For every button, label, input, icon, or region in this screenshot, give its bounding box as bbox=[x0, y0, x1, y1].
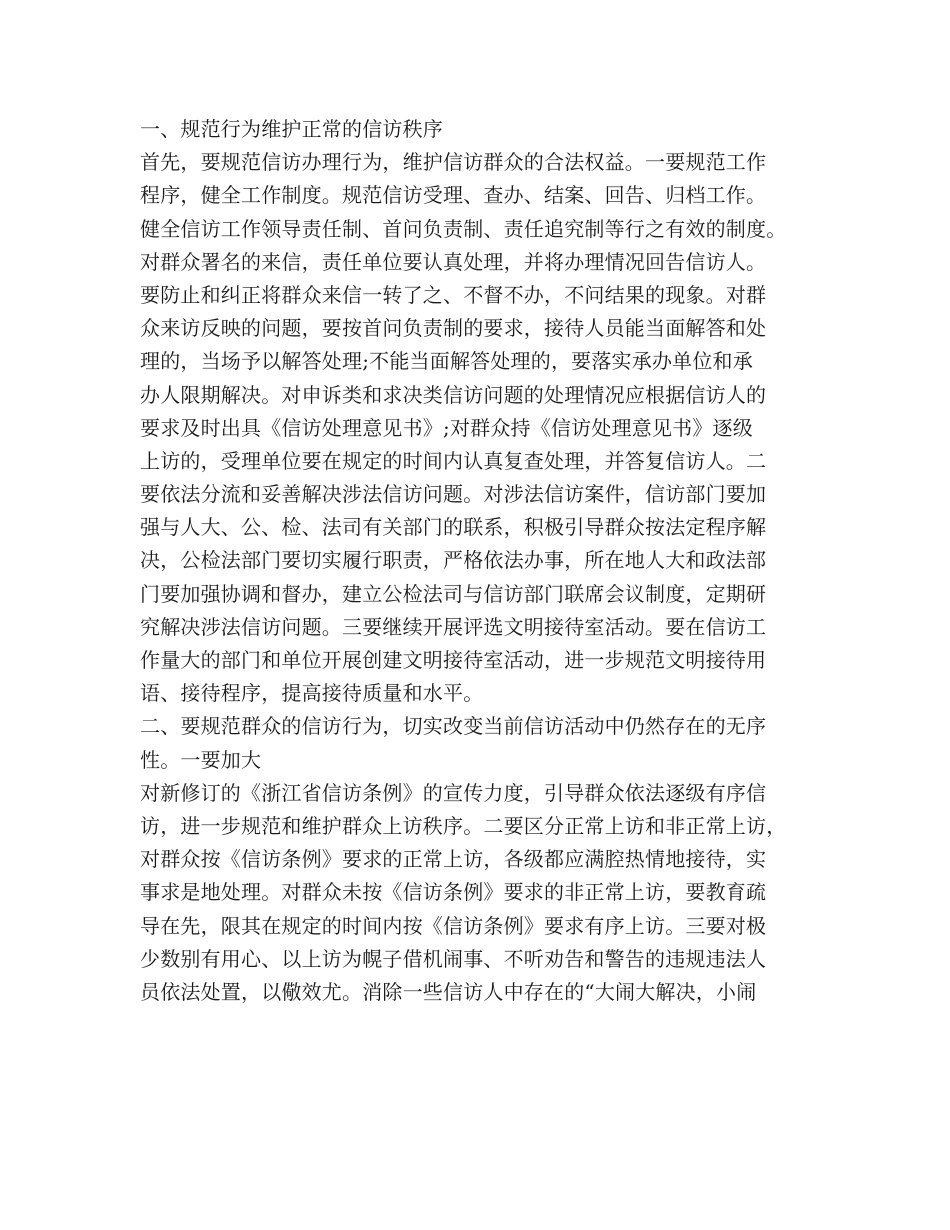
paragraph-line: 对新修订的《浙江省信访条例》的宣传力度，引导群众依法逐级有序信 bbox=[140, 780, 767, 805]
paragraph-line: 要求及时出具《信访处理意见书》;对群众持《信访处理意见书》逐级 bbox=[140, 415, 753, 440]
paragraph-line: 理的，当场予以解答处理;不能当面解答处理的，要落实承办单位和承 bbox=[140, 349, 753, 374]
paragraph-line: 门要加强协调和督办，建立公检法司与信访部门联席会议制度，定期研 bbox=[140, 581, 767, 606]
paragraph-line: 要依法分流和妥善解决涉法信访问题。对涉法信访案件，信访部门要加 bbox=[140, 482, 767, 507]
paragraph-line: 众来访反映的问题，要按首问负责制的要求，接待人员能当面解答和处 bbox=[140, 316, 767, 341]
paragraph-line: 少数别有用心、以上访为幌子借机闹事、不听劝告和警告的违规违法人 bbox=[140, 946, 767, 971]
paragraph-line: 事求是地处理。对群众未按《信访条例》要求的非正常上访，要教育疏 bbox=[140, 880, 767, 905]
section-heading-2: 二、要规范群众的信访行为，切实改变当前信访活动中仍然存在的无序 bbox=[140, 714, 767, 739]
paragraph-line: 员依法处置，以儆效尤。消除一些信访人中存在的“大闹大解决，小闹 bbox=[140, 979, 757, 1004]
paragraph-line: 语、接待程序，提高接待质量和水平。 bbox=[140, 681, 484, 706]
paragraph-line: 健全信访工作领导责任制、首问负责制、责任追究制等行之有效的制度。 bbox=[140, 216, 787, 241]
document-body bbox=[140, 113, 830, 1009]
paragraph-line: 强与人大、公、检、法司有关部门的联系，积极引导群众按法定程序解 bbox=[140, 515, 767, 540]
paragraph-line: 上访的，受理单位要在规定的时间内认真复查处理，并答复信访人。二 bbox=[140, 448, 767, 473]
paragraph-line: 要防止和纠正将群众来信一转了之、不督不办，不问结果的现象。对群 bbox=[140, 282, 767, 307]
paragraph-line: 对群众按《信访条例》要求的正常上访，各级都应满腔热情地接待，实 bbox=[140, 847, 767, 872]
paragraph-line: 首先，要规范信访办理行为，维护信访群众的合法权益。一要规范工作 bbox=[140, 150, 767, 175]
section-heading-1: 一、规范行为维护正常的信访秩序 bbox=[140, 117, 443, 141]
paragraph-line: 办人限期解决。对申诉类和求决类信访问题的处理情况应根据信访人的 bbox=[140, 382, 767, 407]
paragraph-line: 访，进一步规范和维护群众上访秩序。二要区分正常上访和非正常上访， bbox=[140, 813, 787, 838]
paragraph-line: 对群众署名的来信，责任单位要认真处理，并将办理情况回告信访人。 bbox=[140, 249, 767, 274]
paragraph-line: 程序，健全工作制度。规范信访受理、查办、结案、回告、归档工作。 bbox=[140, 183, 767, 208]
paragraph-line: 导在先，限其在规定的时间内按《信访条例》要求有序上访。三要对极 bbox=[140, 913, 767, 938]
paragraph-line: 究解决涉法信访问题。三要继续开展评选文明接待室活动。要在信访工 bbox=[140, 614, 767, 639]
paragraph-line: 作量大的部门和单位开展创建文明接待室活动，进一步规范文明接待用 bbox=[140, 648, 767, 672]
paragraph-line: 决，公检法部门要切实履行职责，严格依法办事，所在地人大和政法部 bbox=[140, 548, 767, 573]
section-heading-2-cont: 性。一要加大 bbox=[140, 747, 262, 772]
